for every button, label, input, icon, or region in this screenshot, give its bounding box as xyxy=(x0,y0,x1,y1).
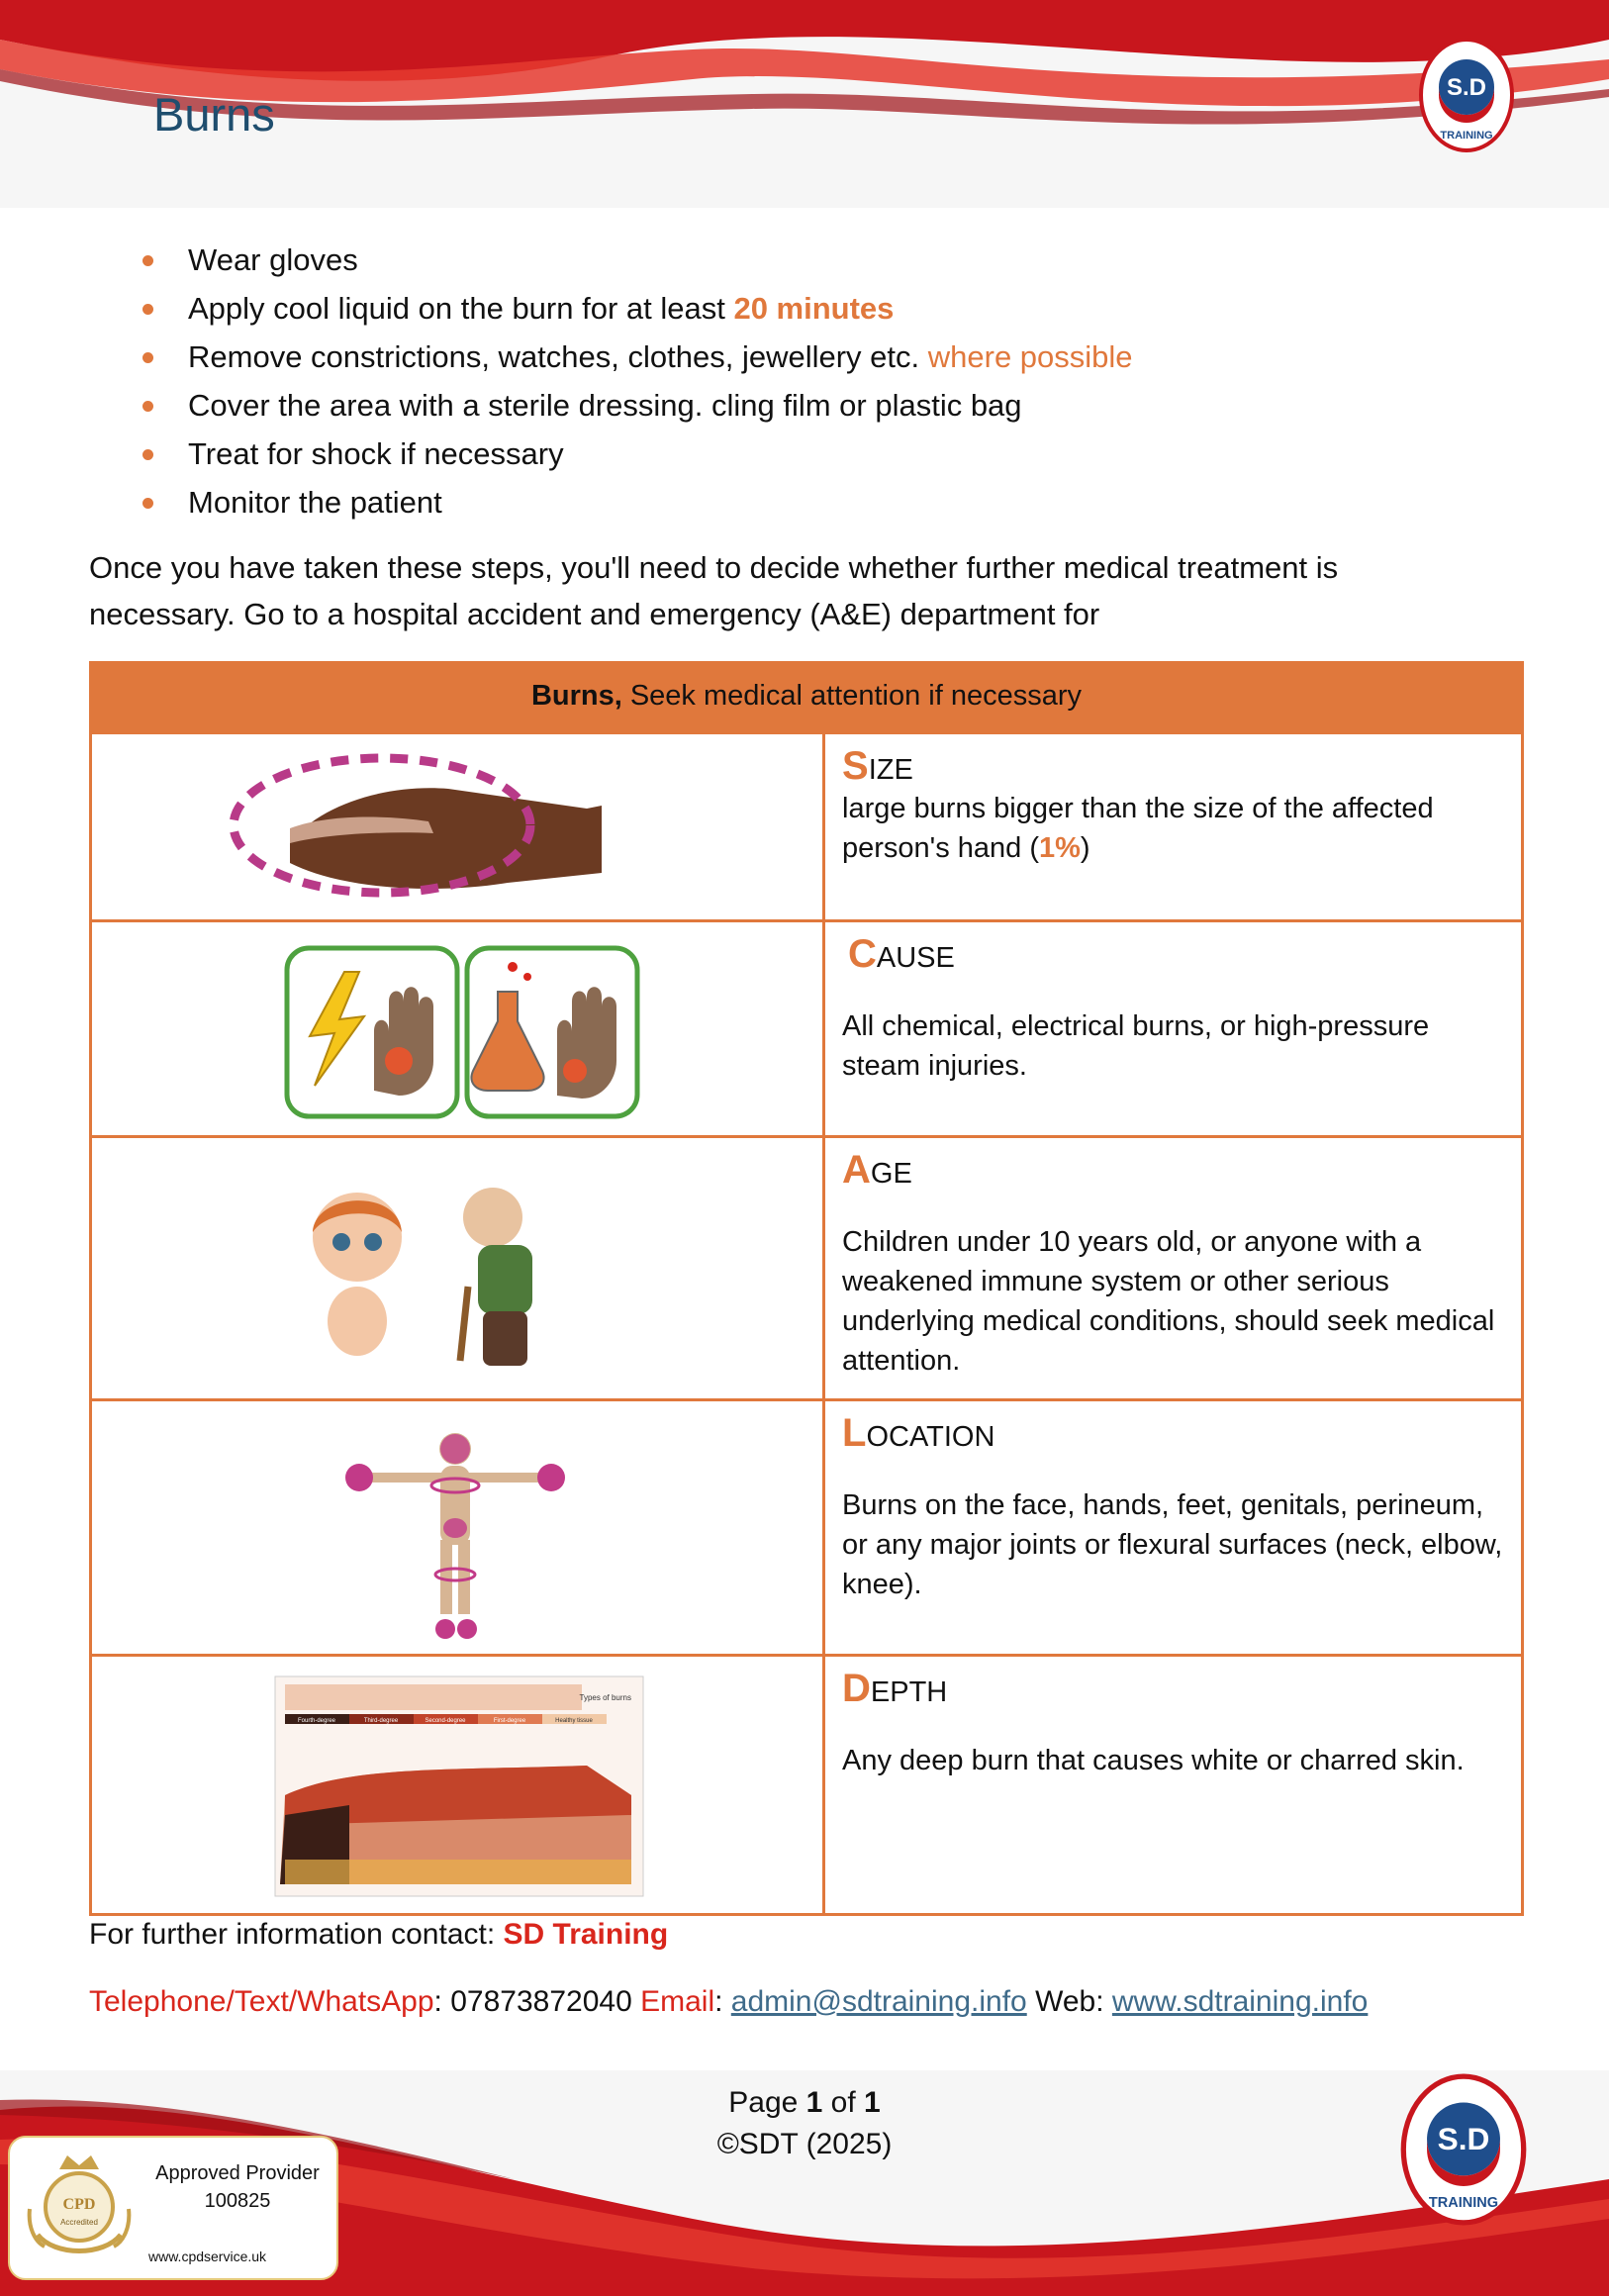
cause-cell: CAUSE All chemical, electrical burns, or high-pressure steam injuries. xyxy=(842,932,1430,1082)
logo-text: S.D xyxy=(1446,74,1487,101)
sd-training-footer-logo-icon xyxy=(1398,2070,1529,2229)
table-row-location xyxy=(92,1398,1521,1654)
size-cell: SIZE large burns bigger than the size of the affected person's hand (1%) xyxy=(842,744,1434,864)
contact-line: Telephone/Text/WhatsApp: 07873872040 Email: admin@sdtraining.info Web: www.sdtraining.info xyxy=(89,1985,1369,2018)
elderly-person-icon xyxy=(460,1188,532,1366)
first-aid-steps-list xyxy=(139,236,1133,526)
depth-cell: DEPTH Any deep burn that causes white or charred skin. xyxy=(842,1667,1465,1776)
svg-text:Healthy tissue: Healthy tissue xyxy=(555,1718,593,1724)
page-title: Burns xyxy=(153,88,275,141)
footer-logo-sub: TRAINING xyxy=(1428,2195,1499,2212)
depth-illustration xyxy=(92,1657,825,1913)
sd-training-logo-icon xyxy=(1417,36,1516,154)
cpd-crest-icon xyxy=(20,2148,139,2271)
footer-logo-text: S.D xyxy=(1437,2121,1490,2156)
skin-layers-diagram-icon xyxy=(92,1657,825,1913)
page-number: Page 1 of 1 ©SDT (2025) xyxy=(0,2082,1609,2165)
cpd-badge-text: CPD xyxy=(62,2196,96,2213)
svg-text:Second-degree: Second-degree xyxy=(425,1718,466,1724)
table-row-depth xyxy=(92,1654,1521,1913)
svg-text:Third-degree: Third-degree xyxy=(363,1718,399,1724)
hand-icon xyxy=(92,734,825,919)
table-row-size xyxy=(92,731,1521,919)
list-item: Cover the area with a sterile dressing. cling film or plastic bag xyxy=(139,381,1133,430)
intro-paragraph: Once you have taken these steps, you'll need to decide whether further medical treatment is necessary. Go to a hospital accident and emergency (A&E) department for xyxy=(89,550,1339,631)
location-illustration xyxy=(92,1401,825,1654)
baby-icon xyxy=(313,1193,402,1356)
table-row-age xyxy=(92,1135,1521,1398)
depth-figure-title: Types of burns xyxy=(579,1693,631,1702)
email-link[interactable]: admin@sdtraining.info xyxy=(730,1985,1027,2018)
chemical-burn-icon xyxy=(467,948,637,1116)
cpd-approved-provider-badge xyxy=(8,2136,338,2280)
list-item: Remove constrictions, watches, clothes, jewellery etc. where possible xyxy=(139,333,1133,381)
burns-criteria-table xyxy=(89,661,1524,1916)
further-info-line: For further information contact: SD Training xyxy=(89,1918,669,1951)
list-item: Monitor the patient xyxy=(139,478,1133,526)
electrical-burn-icon xyxy=(287,948,457,1116)
list-item: Apply cool liquid on the burn for at least 20 minutes xyxy=(139,284,1133,333)
cpd-provider-number: 100825 xyxy=(204,2190,271,2212)
age-cell: AGE Children under 10 years old, or anyone with a weakened immune system or other serious underlying medical conditions, should seek medical attention. xyxy=(842,1148,1495,1377)
cause-illustration xyxy=(92,922,825,1135)
cpd-badge-sub: Accredited xyxy=(60,2218,98,2227)
cpd-website: www.cpdservice.uk xyxy=(148,2248,267,2264)
svg-text:First-degree: First-degree xyxy=(493,1718,526,1724)
svg-text:Fourth-degree: Fourth-degree xyxy=(297,1718,336,1724)
copyright: ©SDT (2025) xyxy=(716,2128,893,2160)
list-item: Wear gloves xyxy=(139,236,1133,284)
website-link[interactable]: www.sdtraining.info xyxy=(1111,1985,1369,2018)
table-row-cause xyxy=(92,919,1521,1135)
logo-sub: TRAINING xyxy=(1440,130,1493,142)
list-item: Treat for shock if necessary xyxy=(139,430,1133,478)
size-illustration xyxy=(92,734,825,919)
body-map-icon xyxy=(92,1401,825,1654)
age-illustration xyxy=(92,1138,825,1398)
location-cell: LOCATION Burns on the face, hands, feet, genitals, perineum, or any major joints or flexural surfaces (neck, elbow, knee). xyxy=(842,1411,1503,1600)
table-header: Burns, Seek medical attention if necessary xyxy=(92,664,1521,731)
cpd-provider-label: Approved Provider xyxy=(155,2162,320,2184)
